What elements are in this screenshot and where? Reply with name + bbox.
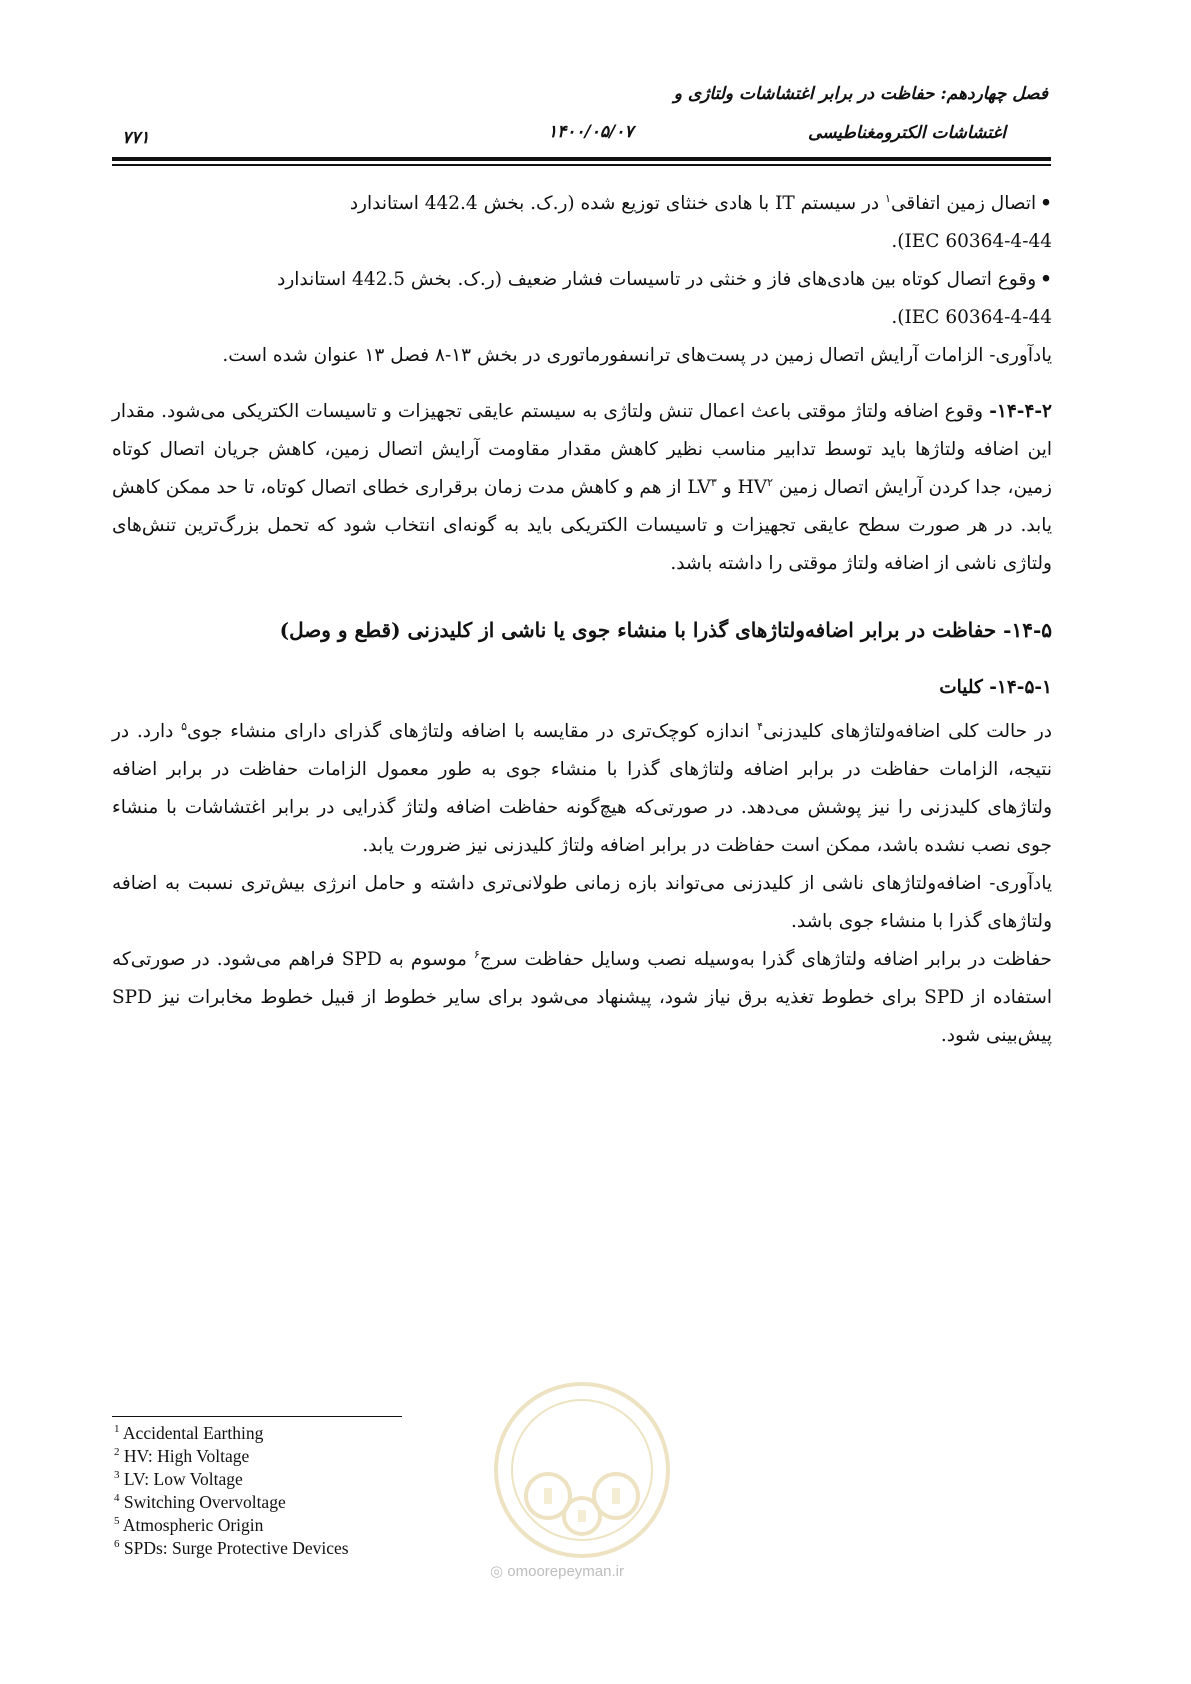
note-paragraph: یادآوری- اضافه‌ولتاژهای ناشی از کلیدزنی می‌تواند بازه زمانی طولانی‌تری داشته و حامل انرژی بیش‌تری نسبت به اضافه ولتاژهای گذرا با منشاء جوی باشد. [112, 873, 1052, 932]
footnote-number: 2 [114, 1446, 120, 1459]
footnote-number: 1 [114, 1423, 120, 1436]
paragraph-text: در حالت کلی اضافه‌ولتاژهای کلیدزنی [763, 721, 1052, 742]
section-14-4-2 [112, 393, 1052, 583]
footnote-item [114, 1491, 349, 1514]
footnote-ref: ۱ [885, 191, 891, 205]
paragraph-text: دارد. در نتیجه، الزامات حفاظت در برابر اضافه ولتاژهای گذرا با منشاء جوی به طور معمول الزامات حفاظت در برابر اضافه ولتاژهای کلیدزنی را نیز پوشش می‌دهد. در صورتی‌که هیچ‌گونه حفاظت اضافه ولتاژ گذرایی در برابر اغتشاشات با منشاء جوی نصب نشده باشد، ممکن است حفاظت در برابر اضافه ولتاژ کلیدزنی نیز ضرورت یابد. [112, 721, 1053, 856]
section-text: و LV [687, 477, 738, 498]
bullet-text-rest: در سیستم IT با هادی خنثای توزیع شده (ر.ک. بخش 442.4 استاندارد [349, 193, 886, 214]
footnote-rule [112, 1416, 402, 1417]
footnote-text: SPDs: Surge Protective Devices [123, 1538, 349, 1558]
footnote-text: Accidental Earthing [122, 1423, 264, 1443]
footnote-number: 3 [114, 1469, 120, 1482]
header-rule-thick [112, 157, 1051, 161]
section-heading-14-5-1: ۱۴-۵-۱- کلیات [939, 677, 1052, 698]
header-date: ۱۴۰۰/۰۵/۰۷ [548, 122, 634, 142]
header-rule-thin [112, 164, 1051, 166]
footnote-item [114, 1422, 349, 1445]
general-paragraph [112, 713, 1052, 865]
paragraph-text: حفاظت در برابر اضافه ولتاژهای گذرا به‌وسیله نصب وسایل حفاظت سرج [479, 949, 1052, 970]
footnote-ref: ۶ [473, 947, 480, 961]
paragraph-text: اندازه کوچک‌تری در مقایسه با اضافه ولتاژهای گذرای دارای منشاء جوی [187, 721, 758, 742]
bullet-text: اتصال زمین اتفاقی [890, 193, 1037, 214]
bullet-item [112, 185, 1052, 261]
spd-paragraph [112, 941, 1052, 1055]
footnote-text: Atmospheric Origin [122, 1515, 264, 1535]
footnote-number: 5 [114, 1515, 120, 1528]
footnote-item [114, 1537, 349, 1560]
bullet-icon: • [1040, 269, 1052, 290]
footnotes [114, 1422, 349, 1560]
footnote-ref: ۲ [767, 475, 773, 489]
bullet-icon: • [1040, 193, 1052, 214]
footnote-text: Switching Overvoltage [123, 1492, 286, 1512]
section-text: از هم و کاهش مدت زمان برقراری خطای اتصال کوتاه، تا حد ممکن کاهش یابد. در هر صورت سطح عایقی تجهیزات و تاسیسات الکتریکی باید به گونه‌ای انتخاب شود که تحمل بزرگ‌ترین تنش‌های ولتاژی ناشی از اضافه ولتاژ موقتی را داشته باشد. [112, 477, 1052, 574]
footnote-item [114, 1445, 349, 1468]
page-body [112, 185, 1052, 1055]
footnote-text: HV: High Voltage [123, 1446, 250, 1466]
watermark-site: ◎ omoorepeyman.ir [490, 1563, 624, 1580]
bullet-line2: IEC 60364-4-44). [891, 231, 1052, 252]
footnote-item [114, 1514, 349, 1537]
footnote-text: LV: Low Voltage [123, 1469, 243, 1489]
footnote-item [114, 1468, 349, 1491]
header-chapter-subtitle: اغتشاشات الکترومغناطیسی [807, 123, 1006, 143]
watermark-site-text: omoorepeyman.ir [507, 1563, 624, 1580]
page-number: ۷۷۱ [122, 128, 150, 148]
note-paragraph: یادآوری- الزامات آرایش اتصال زمین در پست‌های ترانسفورماتوری در بخش ۱۳-۸ فصل ۱۳ عنوان شده است. [222, 345, 1052, 366]
bullet-line2: IEC 60364-4-44). [891, 307, 1052, 328]
section-text: وقوع اضافه ولتاژ موقتی باعث اعمال تنش ولتاژی به سیستم عایقی تجهیزات و تاسیسات الکتریکی می‌شود. مقدار این اضافه ولتاژها باید توسط تدابیر مناسب نظیر کاهش مقدار مقاومت آرایش اتصال زمین، کاهش جریان اتصال کوتاه زمین، جدا کردن آرایش اتصال زمین HV [112, 401, 1052, 498]
section-number: ۱۴-۴-۲- [989, 401, 1052, 422]
header-chapter-title: فصل چهاردهم: حفاظت در برابر اغتشاشات ولتاژی و [673, 84, 1048, 104]
section-heading-14-5: ۱۴-۵- حفاظت در برابر اضافه‌ولتاژهای گذرا با منشاء جوی یا ناشی از کلیدزنی (قطع و وصل) [279, 618, 1052, 642]
bullet-text: وقوع اتصال کوتاه بین هادی‌های فاز و خنثی در تاسیسات فشار ضعیف (ر.ک. بخش 442.5 استاندارد [277, 269, 1037, 290]
footnote-ref: ۳ [710, 475, 717, 489]
paragraph-text: موسوم به SPD فراهم می‌شود. در صورتی‌که استفاده از SPD برای خطوط تغذیه برق نیاز شود، پیشنهاد می‌شود برای سایر خطوط از قبیل خطوط مخابرات نیز SPD پیش‌بینی شود. [112, 949, 1052, 1046]
footnote-number: 6 [114, 1538, 120, 1551]
watermark-seal-icon [488, 1376, 676, 1564]
bullet-item [112, 261, 1052, 337]
footnote-number: 4 [114, 1492, 120, 1505]
footnote-ref: ۴ [757, 719, 764, 733]
footnote-ref: ۵ [181, 719, 187, 733]
